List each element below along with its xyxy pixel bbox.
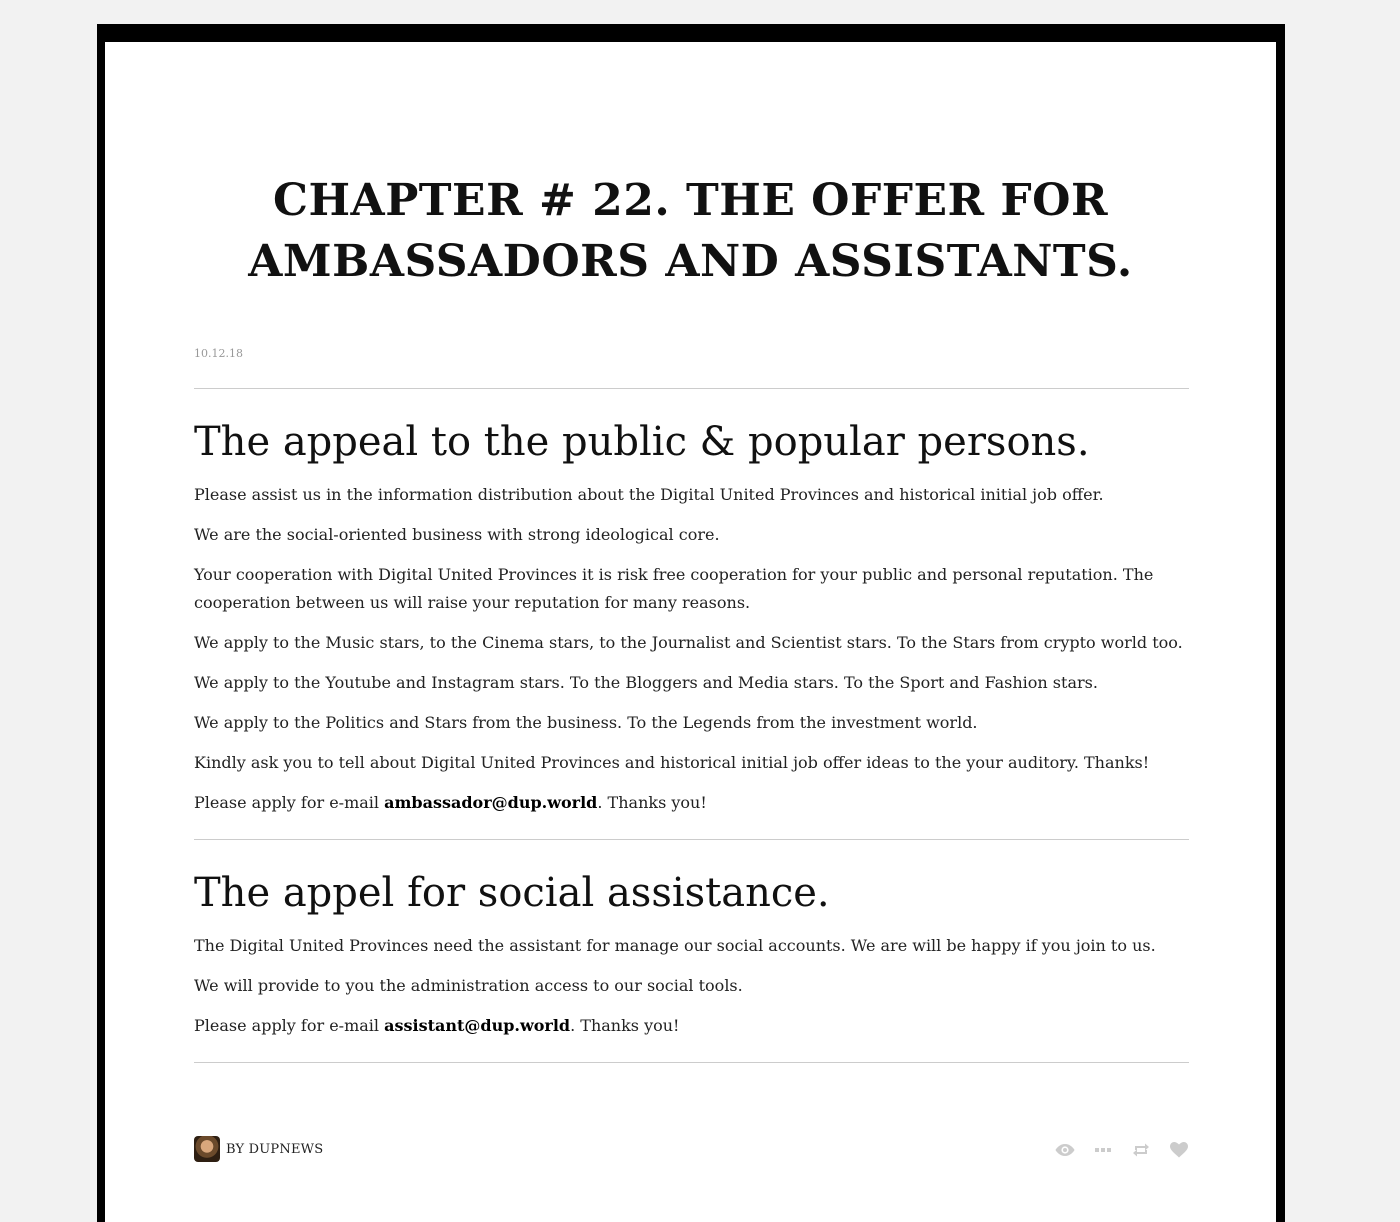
avatar[interactable] [194,1136,220,1162]
post-footer [194,1136,1189,1162]
paragraph: We apply to the Music stars, to the Cinema stars, to the Journalist and Scientist stars. To the Stars from crypto world too. [194,633,1183,652]
ambassador-email: ambassador@dup.world [384,793,598,812]
paragraph: Kindly ask you to tell about Digital United Provinces and historical initial job offer ideas to the your auditory. Thanks! [194,753,1150,772]
apply-prefix: Please apply for e-mail [194,1016,385,1035]
paragraph: Your cooperation with Digital United Provinces it is risk free cooperation for your public and personal reputation. The cooperation between us will raise your reputation for many reasons. [194,565,1154,612]
paragraph: Please assist us in the information distribution about the Digital United Provinces and historical initial job offer. [194,485,1104,504]
apply-suffix: . Thanks you! [597,793,707,812]
section-heading-appeal: The appeal to the public & popular persons. [194,419,1090,465]
paragraph: We are the social-oriented business with strong ideological core. [194,525,720,544]
author-link[interactable] [194,1136,323,1162]
apply-prefix: Please apply for e-mail [194,793,385,812]
post-content [194,344,1189,1063]
paragraph: We apply to the Youtube and Instagram stars. To the Bloggers and Media stars. To the Sport and Fashion stars. [194,673,1098,692]
paragraph: We apply to the Politics and Stars from the business. To the Legends from the investment world. [194,713,978,732]
assistant-email: assistant@dup.world [384,1016,571,1035]
post-date[interactable]: 10.12.18 [194,347,243,360]
byline[interactable]: BY DUPNEWS [226,1141,324,1157]
eye-icon[interactable] [1055,1140,1075,1160]
paragraph: We will provide to you the administration access to our social tools. [194,976,743,995]
apply-paragraph [194,789,1189,817]
post-actions [1055,1140,1189,1160]
paragraph: The Digital United Provinces need the assistant for manage our social accounts. We are will be happy if you join to us. [194,936,1156,955]
heart-icon[interactable] [1169,1140,1189,1160]
apply-suffix: . Thanks you! [570,1016,680,1035]
divider [194,1062,1189,1063]
divider [194,839,1189,840]
post-card [105,42,1276,1222]
section-heading-assistance: The appel for social assistance. [194,870,830,916]
reblog-icon[interactable] [1131,1140,1151,1160]
apply-paragraph [194,1012,1189,1040]
post-title: CHAPTER # 22. THE OFFER FOR AMBASSADORS AND ASSISTANTS. [248,175,1133,287]
more-icon[interactable] [1093,1140,1113,1160]
post-frame [97,24,1285,1222]
divider [194,388,1189,389]
